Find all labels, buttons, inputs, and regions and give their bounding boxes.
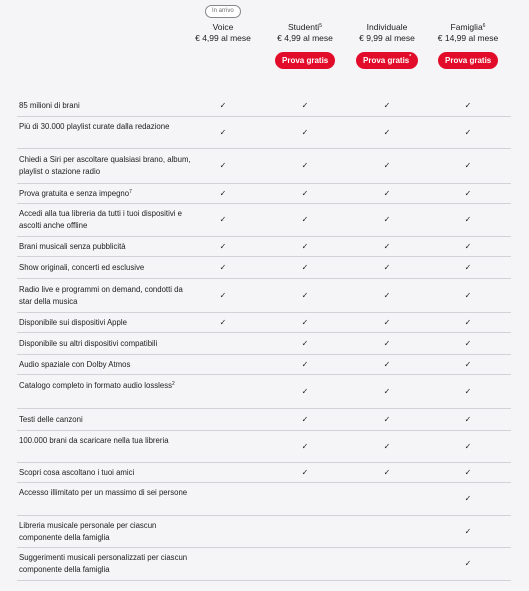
feature-label bbox=[19, 241, 191, 253]
feature-row bbox=[17, 431, 511, 463]
feature-row bbox=[17, 149, 511, 184]
feature-text: Accedi alla tua libreria da tutti i tuoi dispositivi e ascolti anche offline bbox=[19, 209, 182, 230]
footnote-marker: 6 bbox=[482, 23, 486, 29]
coming-soon-badge: In arrivo bbox=[205, 5, 241, 18]
feature-row bbox=[17, 184, 511, 204]
feature-row bbox=[17, 204, 511, 237]
plan-name bbox=[342, 22, 432, 33]
feature-label bbox=[19, 317, 191, 329]
checkmark-icon: ✓ bbox=[383, 161, 391, 170]
checkmark-icon: ✓ bbox=[383, 215, 391, 224]
feature-text: Suggerimenti musicali personalizzati per ciascun componente della famiglia bbox=[19, 553, 188, 574]
feature-text: Brani musicali senza pubblicità bbox=[19, 241, 126, 251]
checkmark-icon: ✓ bbox=[301, 386, 309, 396]
checkmark-icon: ✓ bbox=[383, 262, 391, 272]
feature-text: Radio live e programmi on demand, condotti da star della musica bbox=[19, 284, 183, 306]
checkmark-icon: ✓ bbox=[464, 338, 472, 348]
checkmark-icon: ✓ bbox=[219, 100, 227, 110]
checkmark-icon: ✓ bbox=[219, 290, 227, 300]
feature-label bbox=[19, 359, 191, 371]
feature-text: 100.000 brani da scaricare nella tua libreria bbox=[19, 435, 169, 445]
checkmark-icon: ✓ bbox=[464, 188, 472, 198]
checkmark-icon: ✓ bbox=[383, 359, 391, 369]
checkmark-icon: ✓ bbox=[219, 241, 227, 251]
feature-text: Chiedi a Siri per ascoltare qualsiasi brano, album, playlist o stazione radio bbox=[19, 155, 191, 176]
feature-label bbox=[19, 208, 191, 232]
try-free-button-famiglia[interactable] bbox=[438, 52, 498, 69]
checkmark-icon: ✓ bbox=[301, 161, 309, 170]
plans-header bbox=[0, 0, 529, 95]
try-free-button-studenti[interactable] bbox=[275, 52, 335, 69]
feature-row bbox=[17, 548, 511, 581]
checkmark-icon: ✓ bbox=[301, 100, 309, 110]
checkmark-icon: ✓ bbox=[464, 414, 472, 424]
checkmark-icon: ✓ bbox=[383, 441, 391, 451]
plan-name bbox=[260, 22, 350, 33]
feature-row bbox=[17, 279, 511, 313]
feature-row bbox=[17, 95, 511, 117]
feature-label bbox=[19, 435, 191, 447]
checkmark-icon: ✓ bbox=[301, 467, 309, 477]
checkmark-icon: ✓ bbox=[219, 317, 227, 327]
checkmark-icon: ✓ bbox=[383, 467, 391, 477]
checkmark-icon: ✓ bbox=[464, 241, 472, 251]
feature-label bbox=[19, 520, 191, 544]
checkmark-icon: ✓ bbox=[301, 241, 309, 251]
checkmark-icon: ✓ bbox=[464, 526, 472, 536]
checkmark-icon: ✓ bbox=[383, 317, 391, 327]
checkmark-icon: ✓ bbox=[301, 188, 309, 198]
checkmark-icon: ✓ bbox=[464, 100, 472, 110]
plan-name bbox=[178, 22, 268, 33]
checkmark-icon: ✓ bbox=[464, 290, 472, 300]
checkmark-icon: ✓ bbox=[464, 386, 472, 396]
feature-label bbox=[19, 154, 191, 178]
features-table bbox=[17, 95, 511, 581]
plan-price: € 4,99 al mese bbox=[195, 33, 251, 43]
checkmark-icon: ✓ bbox=[464, 559, 472, 568]
feature-text: Audio spaziale con Dolby Atmos bbox=[19, 359, 131, 369]
checkmark-icon: ✓ bbox=[464, 127, 472, 137]
plan-price: € 14,99 al mese bbox=[437, 33, 499, 43]
try-free-label: Prova gratis bbox=[445, 56, 492, 65]
checkmark-icon: ✓ bbox=[464, 441, 472, 451]
checkmark-icon: ✓ bbox=[464, 317, 472, 327]
checkmark-icon: ✓ bbox=[464, 161, 472, 170]
checkmark-icon: ✓ bbox=[464, 467, 472, 477]
feature-label bbox=[19, 467, 191, 479]
feature-row bbox=[17, 117, 511, 149]
feature-row bbox=[17, 257, 511, 279]
feature-label bbox=[19, 121, 191, 133]
feature-text: 85 milioni di brani bbox=[19, 100, 80, 110]
plan-name-text: Individuale bbox=[366, 22, 408, 32]
checkmark-icon: ✓ bbox=[383, 414, 391, 424]
feature-label bbox=[19, 552, 191, 576]
checkmark-icon: ✓ bbox=[464, 215, 472, 224]
checkmark-icon: ✓ bbox=[383, 100, 391, 110]
checkmark-icon: ✓ bbox=[383, 241, 391, 251]
plan-name bbox=[423, 22, 513, 33]
feature-text: Disponibile su altri dispositivi compatibili bbox=[19, 338, 158, 348]
plan-name-text: Famiglia bbox=[450, 22, 483, 32]
feature-label bbox=[19, 487, 191, 499]
feature-row bbox=[17, 355, 511, 375]
checkmark-icon: ✓ bbox=[383, 188, 391, 198]
feature-row bbox=[17, 237, 511, 257]
try-free-button-individuale[interactable] bbox=[356, 52, 418, 69]
checkmark-icon: ✓ bbox=[301, 262, 309, 272]
checkmark-icon: ✓ bbox=[301, 215, 309, 224]
checkmark-icon: ✓ bbox=[464, 262, 472, 272]
feature-text: Show originali, concerti ed esclusive bbox=[19, 262, 145, 272]
feature-row bbox=[17, 516, 511, 548]
checkmark-icon: ✓ bbox=[383, 386, 391, 396]
feature-row bbox=[17, 409, 511, 431]
plan-price: € 9,99 al mese bbox=[359, 33, 415, 43]
checkmark-icon: ✓ bbox=[301, 359, 309, 369]
checkmark-icon: ✓ bbox=[464, 359, 472, 369]
feature-row bbox=[17, 483, 511, 516]
checkmark-icon: ✓ bbox=[219, 161, 227, 170]
feature-label bbox=[19, 262, 191, 274]
footnote-marker: 2 bbox=[172, 380, 175, 387]
checkmark-icon: ✓ bbox=[383, 338, 391, 348]
checkmark-icon: ✓ bbox=[383, 290, 391, 300]
checkmark-icon: ✓ bbox=[219, 127, 227, 137]
feature-row bbox=[17, 463, 511, 483]
plan-name-text: Studenti bbox=[288, 22, 320, 32]
feature-label bbox=[19, 414, 191, 426]
feature-label bbox=[19, 338, 191, 350]
feature-row bbox=[17, 333, 511, 355]
feature-row bbox=[17, 375, 511, 409]
checkmark-icon: ✓ bbox=[219, 262, 227, 272]
feature-text: Disponibile sui dispositivi Apple bbox=[19, 317, 127, 327]
try-free-label: Prova gratis bbox=[363, 56, 410, 65]
feature-label bbox=[19, 188, 191, 200]
checkmark-icon: ✓ bbox=[464, 494, 472, 503]
plan-name-text: Voice bbox=[212, 22, 234, 32]
checkmark-icon: ✓ bbox=[219, 215, 227, 224]
checkmark-icon: ✓ bbox=[301, 290, 309, 300]
checkmark-icon: ✓ bbox=[219, 188, 227, 198]
checkmark-icon: ✓ bbox=[301, 441, 309, 451]
feature-label bbox=[19, 100, 191, 112]
feature-text: Accesso illimitato per un massimo di sei persone bbox=[19, 488, 188, 497]
plan-price: € 4,99 al mese bbox=[277, 33, 333, 43]
feature-label bbox=[19, 284, 191, 308]
feature-text: Prova gratuita e senza impegno bbox=[19, 188, 130, 198]
feature-text: Scopri cosa ascoltano i tuoi amici bbox=[19, 467, 135, 477]
feature-text: Libreria musicale personale per ciascun componente della famiglia bbox=[19, 520, 157, 542]
footnote-marker: * bbox=[409, 54, 412, 60]
footnote-marker: 7 bbox=[129, 188, 132, 195]
feature-text: Più di 30.000 playlist curate dalla redazione bbox=[19, 121, 170, 131]
try-free-label: Prova gratis bbox=[282, 56, 329, 65]
checkmark-icon: ✓ bbox=[301, 338, 309, 348]
feature-label bbox=[19, 380, 191, 392]
footnote-marker: 5 bbox=[319, 23, 322, 29]
feature-text: Testi delle canzoni bbox=[19, 414, 83, 424]
checkmark-icon: ✓ bbox=[301, 127, 309, 137]
checkmark-icon: ✓ bbox=[301, 317, 309, 327]
feature-row bbox=[17, 313, 511, 333]
checkmark-icon: ✓ bbox=[301, 414, 309, 424]
feature-text: Catalogo completo in formato audio lossless bbox=[19, 380, 172, 390]
checkmark-icon: ✓ bbox=[383, 127, 391, 137]
